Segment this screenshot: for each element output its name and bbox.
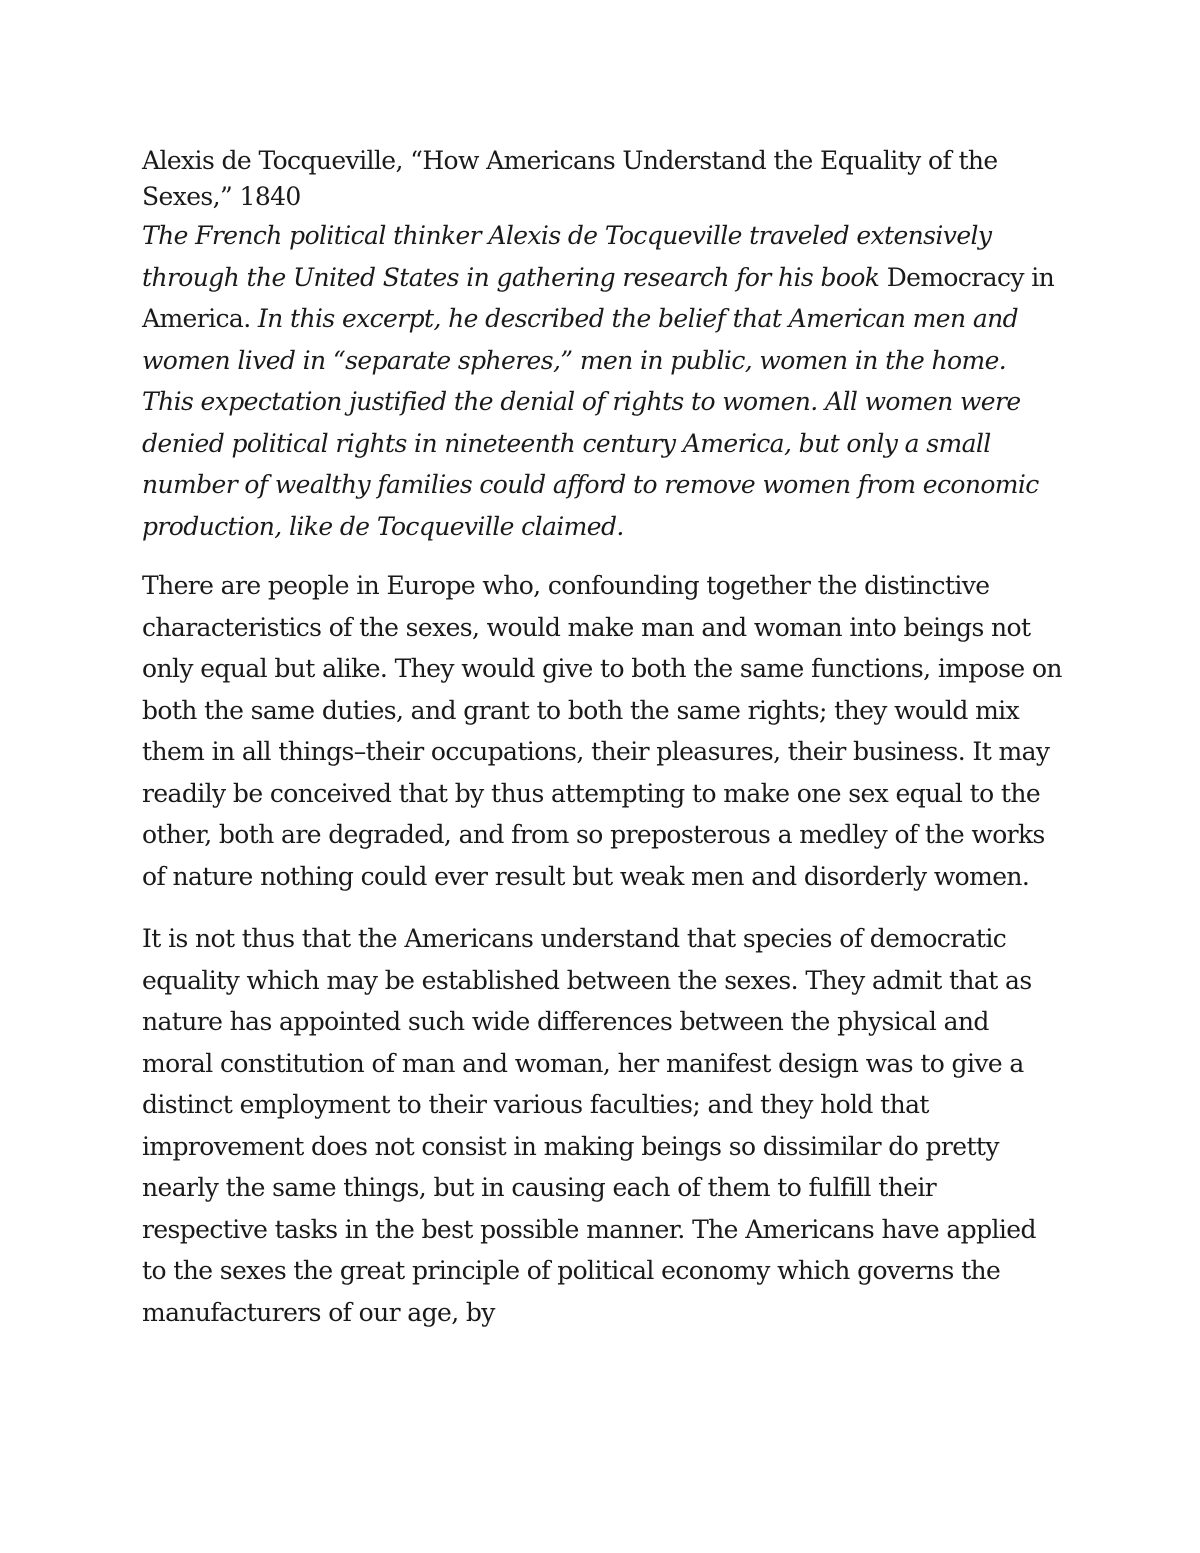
document-page bbox=[142, 143, 1062, 1354]
intro-text-part2: In this excerpt, he described the belief that American men and women lived in “separate spheres,” men in public, women in the home. This expectation justified the denial of rights to women. All women were denied political rights in nineteenth century America, but only a small number of wealthy families could afford to remove women from economic production, like de Tocqueville claimed. bbox=[142, 304, 1039, 541]
intro-text-part1: The French political thinker Alexis de Tocqueville traveled extensively through the United States in gathering research for his book bbox=[142, 221, 992, 292]
book-title: Democracy in America. bbox=[142, 262, 1055, 333]
body-paragraph-1: There are people in Europe who, confounding together the distinctive characteristics of the sexes, would make man and woman into beings not only equal but alike. They would give to both the same functions, impose on both the same duties, and grant to both the same rights; they would mix them in all things–their occupations, their pleasures, their business. It may readily be conceived that by thus attempting to make one sex equal to the other, both are degraded, and from so preposterous a medley of the works of nature nothing could ever result but weak men and disorderly women. bbox=[142, 571, 1062, 891]
document-heading: Alexis de Tocqueville, “How Americans Understand the Equality of the Sexes,” 1840 bbox=[142, 146, 998, 211]
body-paragraph-2: It is not thus that the Americans understand that species of democratic equality which may be established between the sexes. They admit that as nature has appointed such wide differences between the physical and moral constitution of man and woman, her manifest design was to give a distinct employment to their various faculties; and they hold that improvement does not consist in making beings so dissimilar do pretty nearly the same things, but in causing each of them to fulfill their respective tasks in the best possible manner. The Americans have applied to the sexes the great principle of political economy which governs the manufacturers of our age, by bbox=[142, 924, 1036, 1327]
intro-paragraph bbox=[142, 215, 1062, 547]
